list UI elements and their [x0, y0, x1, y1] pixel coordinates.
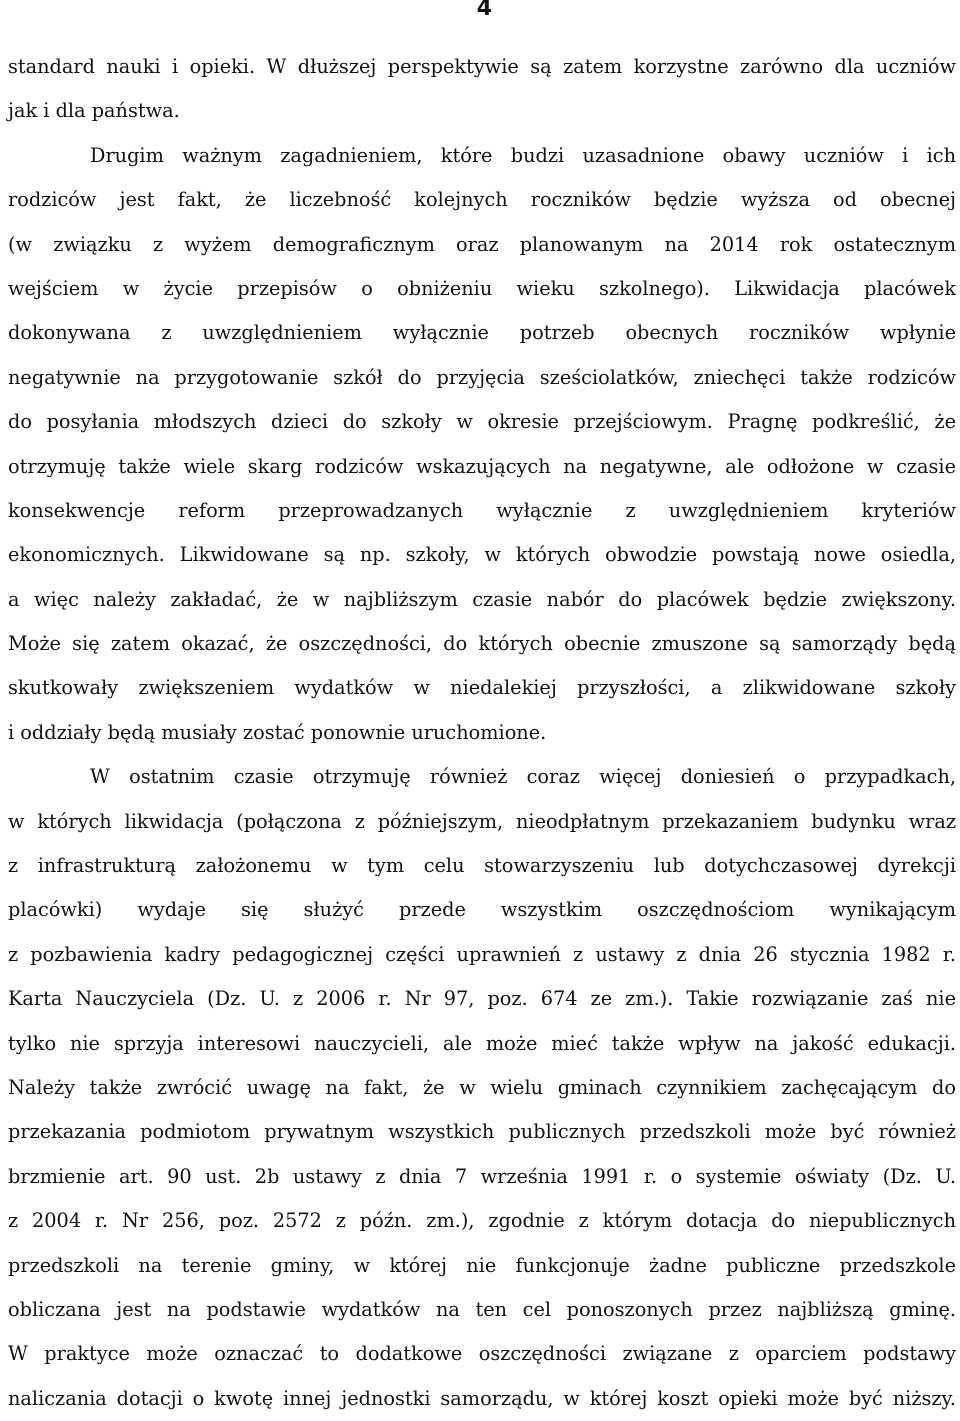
text-line: skutkowały zwiększeniem wydatków w niedalekiej przyszłości, a zlikwidowane szkoły: [8, 676, 956, 700]
text-line: ekonomicznych. Likwidowane są np. szkoły, w których obwodzie powstają nowe osiedla,: [8, 543, 956, 567]
text-line: Może się zatem okazać, że oszczędności, do których obecnie zmuszone są samorządy będą: [8, 632, 956, 656]
text-line: tylko nie sprzyja interesowi nauczycieli, ale może mieć także wpływ na jakość edukacji.: [8, 1031, 956, 1055]
text-line: z pozbawienia kadry pedagogicznej części uprawnień z ustawy z dnia 26 stycznia 1982 r.: [8, 942, 956, 966]
text-line: placówki) wydaje się służyć przede wszystkim oszczędnościom wynikającym: [8, 898, 956, 922]
text-line: W praktyce może oznaczać to dodatkowe oszczędności związane z oparciem podstawy: [8, 1342, 956, 1366]
text-line: rodziców jest fakt, że liczebność kolejnych roczników będzie wyższa od obecnej: [8, 188, 956, 212]
text-line: a więc należy zakładać, że w najbliższym czasie nabór do placówek będzie zwiększony.: [8, 587, 956, 611]
text-line: otrzymuję także wiele skarg rodziców wskazujących na negatywne, ale odłożone w czasie: [8, 454, 956, 478]
text-line: jak i dla państwa.: [8, 99, 180, 123]
text-line: z infrastrukturą założonemu w tym celu stowarzyszeniu lub dotychczasowej dyrekcji: [8, 854, 956, 878]
text-line: W ostatnim czasie otrzymuję również coraz więcej doniesień o przypadkach,: [90, 765, 956, 789]
text-line: w których likwidacja (połączona z późniejszym, nieodpłatnym przekazaniem budynku wraz: [8, 809, 956, 833]
text-line: i oddziały będą musiały zostać ponownie uruchomione.: [8, 720, 547, 744]
text-line: negatywnie na przygotowanie szkół do przyjęcia sześciolatków, zniechęci także rodziców: [8, 365, 956, 389]
text-line: (w związku z wyżem demograficznym oraz planowanym na 2014 rok ostatecznym: [8, 232, 956, 256]
text-line: Należy także zwrócić uwagę na fakt, że w wielu gminach czynnikiem zachęcającym do: [8, 1075, 956, 1099]
text-line: brzmienie art. 90 ust. 2b ustawy z dnia 7 września 1991 r. o systemie oświaty (Dz. U.: [8, 1164, 956, 1188]
text-line: naliczania dotacji o kwotę innej jednostki samorządu, w której koszt opieki może być niższy.: [8, 1386, 956, 1410]
text-line: wejściem w życie przepisów o obniżeniu wieku szkolnego). Likwidacja placówek: [8, 276, 956, 300]
text-line: Drugim ważnym zagadnieniem, które budzi uzasadnione obawy uczniów i ich: [90, 143, 956, 167]
body-text: [8, 45, 956, 1421]
text-line: do posyłania młodszych dzieci do szkoły w okresie przejściowym. Pragnę podkreślić, że: [8, 410, 956, 434]
text-line: obliczana jest na podstawie wydatków na ten cel ponoszonych przez najbliższą gminę.: [8, 1297, 956, 1321]
text-line: standard nauki i opieki. W dłuższej perspektywie są zatem korzystne zarówno dla uczniów: [8, 55, 956, 78]
page-number: 4: [476, 0, 492, 21]
text-line: dokonywana z uwzględnieniem wyłącznie potrzeb obecnych roczników wpłynie: [8, 321, 956, 345]
text-line: przedszkoli na terenie gminy, w której nie funkcjonuje żadne publiczne przedszkole: [8, 1253, 956, 1277]
text-line: przekazania podmiotom prywatnym wszystkich publicznych przedszkoli może być również: [8, 1120, 956, 1144]
text-line: konsekwencje reform przeprowadzanych wyłącznie z uwzględnieniem kryteriów: [8, 498, 956, 522]
text-line: Karta Nauczyciela (Dz. U. z 2006 r. Nr 97, poz. 674 ze zm.). Takie rozwiązanie zaś nie: [8, 987, 956, 1011]
text-line: z 2004 r. Nr 256, poz. 2572 z późn. zm.), zgodnie z którym dotacja do niepublicznych: [8, 1209, 956, 1233]
